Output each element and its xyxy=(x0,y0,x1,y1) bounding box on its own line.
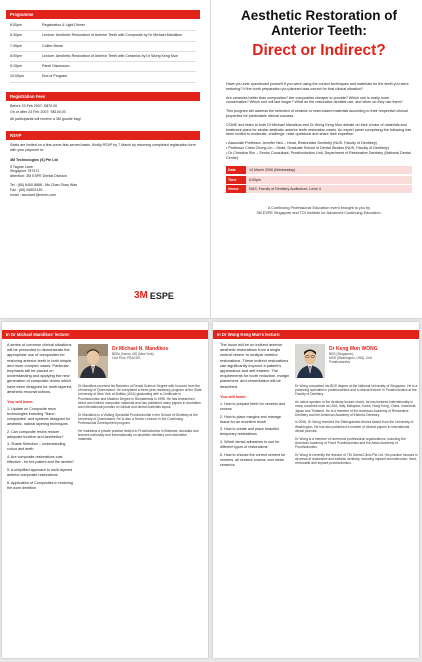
contact-tel: Tel : (65) 6450 8888 - Ms Chan Shao Wan xyxy=(10,183,78,188)
cpe-line: A Continuing Professional Education event brought to you by xyxy=(267,206,371,211)
fee-late: On or after 23 Feb 2007: S$100.00 xyxy=(10,110,66,115)
intro-paragraph: Are ceramics better than composites? Are composites cheaper to provide? Which one is really more conservative? Which one will last longer? What do the restorative dentists use, and when do they use them? xyxy=(226,95,403,105)
learn-item: 6. Application of Composites in restoring the worn dentition xyxy=(7,480,73,490)
event-venue-row xyxy=(226,185,412,193)
schedule-row xyxy=(10,21,196,31)
schedule-time: 6:30pm xyxy=(10,33,22,38)
schedule-time: 9:15pm xyxy=(10,64,22,69)
fee-early: Before 23 Feb 2007: S$70.00 xyxy=(10,103,58,108)
address-line: 9 Tagore Lane xyxy=(10,164,33,169)
goodie-bag-note: All participants will receive a 3M goodie bag! xyxy=(10,116,81,121)
schedule-time: 8:00pm xyxy=(10,53,22,58)
learn-heading: You will learn: xyxy=(220,393,247,399)
event-label: Time xyxy=(226,176,246,184)
schedule-time: 7:45pm xyxy=(10,43,22,48)
registration-heading: Registration Fees xyxy=(6,92,200,101)
cpe-note xyxy=(226,206,412,216)
schedule-desc: Lecture: Aesthetic Restoration of Anterior Teeth with Ceramics by Dr Wong Keng Mun xyxy=(42,53,178,58)
panel-member: • Associate Professor Jennifer Neo – Head, Restorative Dentistry (NUS, Faculty of Dentistry) xyxy=(226,141,377,146)
cover-panel xyxy=(226,8,412,216)
event-label: Venue xyxy=(226,185,246,193)
lecture-intro: The focus will be on indirect anterior aesthetic restorations from a single central veneer to multiple anterior restorations. These indirect restorations can significantly improve a patient's appearance and self-esteem. The requirements for tooth reduction, margin placement, and cementation will be described. xyxy=(220,342,290,389)
brochure-subtitle: Direct or Indirect? xyxy=(252,42,386,59)
brochure-title: Aesthetic Restoration of Anterior Teeth: xyxy=(240,8,398,38)
event-details xyxy=(226,166,412,193)
schedule-desc: Lecture: Aesthetic Restoration of Anterior Teeth with Composite by Dr Michael Mandikos xyxy=(42,33,182,38)
learn-item: 1. How to prepare teeth for veneers and crowns xyxy=(220,401,286,411)
learn-item: 1. Update on Composite resin technologies including "Nano-composites" and systems designed for aesthetic, natural layering techniques xyxy=(7,407,71,426)
speaker-credentials: MSD (Washington, USA), Cert xyxy=(329,356,372,360)
lecture-summary xyxy=(7,342,74,494)
learn-item: 4. Which dental adhesives to use for different types of restorations xyxy=(220,440,280,450)
bio-paragraph: Dr Mandikos is a Visiting Specialist Prosthodontist in the School of Dentistry at the University of Queensland. He is also a Senior Lecturer in the Continuing Professional Development program. xyxy=(78,412,198,426)
learn-item: 5. How to choose the correct cement for veneers, all ceramic crowns, and metal ceramics xyxy=(220,453,286,467)
event-time-row xyxy=(226,176,412,184)
learn-item: 3. How to create and place beautiful temporary restorations xyxy=(220,427,279,437)
3m-espe-logo xyxy=(134,290,174,301)
speaker-credentials: Prosthodontics xyxy=(329,360,351,364)
panel-member: • Professor Chew Chong Lin – Head, Graduate School of Dental Studies (NUS, Faculty of Dentistry) xyxy=(226,145,390,150)
schedule-time: 10:00pm xyxy=(10,74,24,79)
bio-paragraph: Dr Wong is a member of numerous professional organizations, including the American Academy of Fixed Prosthodontics and the Asian Academy of Prosthodontics. xyxy=(295,436,406,449)
rsvp-section xyxy=(6,131,200,197)
wong-lecture-page xyxy=(213,322,419,658)
schedule-row xyxy=(10,31,196,41)
schedule-row xyxy=(10,62,196,72)
schedule-row xyxy=(10,52,196,62)
learn-heading: You will learn: xyxy=(7,399,34,405)
speaker-name-block xyxy=(329,346,419,364)
event-value: 6:00pm xyxy=(246,176,412,184)
brochure-cover-spread xyxy=(0,0,422,318)
learn-item: 2. Can composite resins restore adequate function and Aesthetics? xyxy=(7,429,64,439)
schedule-desc: End of Program xyxy=(42,74,68,79)
contact-email[interactable]: email : swchan1@mmm.com xyxy=(10,192,57,197)
intro-paragraph: This program will address the selection of ceramic or resin-based materials according to their respective clinical properties for predictable clinical success. xyxy=(226,109,408,118)
cover-body xyxy=(226,82,412,160)
speaker-credentials: BDS (Singapore), xyxy=(329,352,354,356)
speaker-photo xyxy=(78,344,108,378)
lecture-intro: A series of common clinical situations will be presented to demonstrate the appropriate use of composites for restoring anterior teeth in both simple and more complex cases. Particular emphasis will be placed on understanding and applying the new generation of composite resins which have been designed for multi-layered, aesthetic reconstructions. xyxy=(7,342,73,394)
programme-section xyxy=(6,10,200,83)
learn-item: 2. How to place margins and manage tissue for an excellent result xyxy=(220,414,282,424)
lecture-summary xyxy=(220,342,290,471)
3m-logo-mark: 3M xyxy=(134,290,148,301)
learn-item: 3. Shade Selection – understanding colour and teeth xyxy=(7,442,66,452)
schedule-time: 6:00pm xyxy=(10,23,22,27)
bio-paragraph: Dr Wong completed his BDS degree at the National University of Singapore. He is a practicing specialist in prosthodontics and a clinical lecturer in Prosthodontics at the Faculty of Dentistry. xyxy=(295,384,418,397)
event-label: Date xyxy=(226,166,246,174)
speaker-name: Dr Michael N. Mandikos xyxy=(112,346,169,352)
contact-fax: Fax : (65) 64502130 xyxy=(10,187,43,192)
bio-paragraph: Dr Wong is currently the director of TDI Dental Clinic Pte Ltd. His practice focuses in all areas of restorative and esthetic dentistry, including implant reconstruction, fixed, removable and implant prosthodontics. xyxy=(295,452,418,466)
programme-schedule xyxy=(6,19,200,83)
intro-paragraph: Have you ever questioned yourself if you were using the correct techniques and materials for the teeth you were restoring? If the tooth preparation you planned was correct for that clinical situation? xyxy=(226,82,409,91)
schedule-row xyxy=(10,72,196,82)
learn-item: 5. A simplified approach to multi-layered anterior composite restorations xyxy=(7,468,73,477)
programme-heading: Programme xyxy=(6,10,200,19)
address-line: Singapore 787472 xyxy=(10,169,40,174)
rsvp-company: 3M Technologies (S) Pte Ltd xyxy=(10,157,58,162)
speaker-name-block xyxy=(112,346,202,360)
rsvp-intro: Seats are limited on a first-come-first-served basis. Kindly RSVP by 7 March by returning completed registration form with your payment to: xyxy=(10,143,196,153)
speaker-name: Dr Keng Mun WONG xyxy=(329,346,378,352)
address-line: Attention: 3M ESPE Dental Division xyxy=(10,174,67,179)
bio-paragraph: He maintains a private practice limited to Prosthodontics in Brisbane, Australia and lectures nationally and internationally on aesthetic dentistry and restorative materials. xyxy=(78,428,199,442)
bio-paragraph: In 2006, Dr Wong received the Distinguished Alumni Award from the University of Washington. He has also published a number of clinical papers in international dental journals. xyxy=(295,420,414,433)
fold-line xyxy=(210,0,211,318)
lecture-heading: In Dr Michael Mandikos' lecture: xyxy=(2,330,208,339)
schedule-desc: Panel Discussion xyxy=(42,64,70,69)
rsvp-heading: RSVP xyxy=(6,131,200,140)
bio-paragraph: An active speaker in the dentistry lecture circuit, he has lectured internationally in many countries such as USA, Italy, Malaysia, Korea, Hong Kong, China, Indonesia, Japan and Thailand. He is a member of the American Academy of Restorative Dentistry and the American Academy of Esthetic Dentistry. xyxy=(295,400,417,417)
speaker-photo xyxy=(295,344,325,378)
event-value: NUS, Faculty of Dentistry Auditorium, Level 4 xyxy=(246,185,412,193)
lecture-heading: In Dr Wong Keng Mun's lecture: xyxy=(213,330,419,339)
intro-paragraph: COME and listen to both Dr Michael Mandikos and Dr Wong Keng Mun debate on their choice of materials and treatment plans for similar aesthetic anterior teeth restoration cases. An expert panel comprising the following has been invited to moderate, challenge, raise questions and share their expertise: xyxy=(226,122,412,137)
schedule-row xyxy=(10,42,196,52)
schedule-desc: Registration & Light Dinner xyxy=(42,23,85,27)
speaker-bio xyxy=(295,384,419,469)
learn-item: 4. Are composite restorations cost effective - for the patient and the dentist? xyxy=(7,455,74,465)
bio-paragraph: Dr Mandikos received his Bachelor of Dental Science Degree with honours from the University of Queensland. He completed a three-year residency program at the State University of New York at Buffalo (USA) graduating with a Certificate in Prosthodontics and Masters Degree in Biomaterials in 1996. He has researched direct and indirect composite materials and has published many papers in Australian and international journals on clinical and dental materials topics. xyxy=(78,384,202,410)
schedule-desc: Coffee Break xyxy=(42,43,63,48)
espe-logo-text: ESPE xyxy=(149,290,174,301)
event-value: 14 March 2006 (Wednesday) xyxy=(246,166,412,174)
mandikos-lecture-page xyxy=(2,322,208,658)
info-panel xyxy=(6,10,200,202)
event-date-row xyxy=(226,166,412,174)
speaker-credentials: BDSc (Hons), MS (New York), xyxy=(112,352,155,356)
speaker-bio xyxy=(78,384,202,445)
registration-section xyxy=(6,92,200,123)
cpe-line: 3M ESPE Singapore and TDI Institute for Advanced Continuing Education. xyxy=(256,211,382,216)
panel-member: • Dr Christina Sim – Senior Consultant, Prosthodontics Unit, Department of Restorative Dentistry (National Dental Centre) xyxy=(226,150,411,160)
speaker-credentials: Cert Pros, FRACDS xyxy=(112,356,141,360)
